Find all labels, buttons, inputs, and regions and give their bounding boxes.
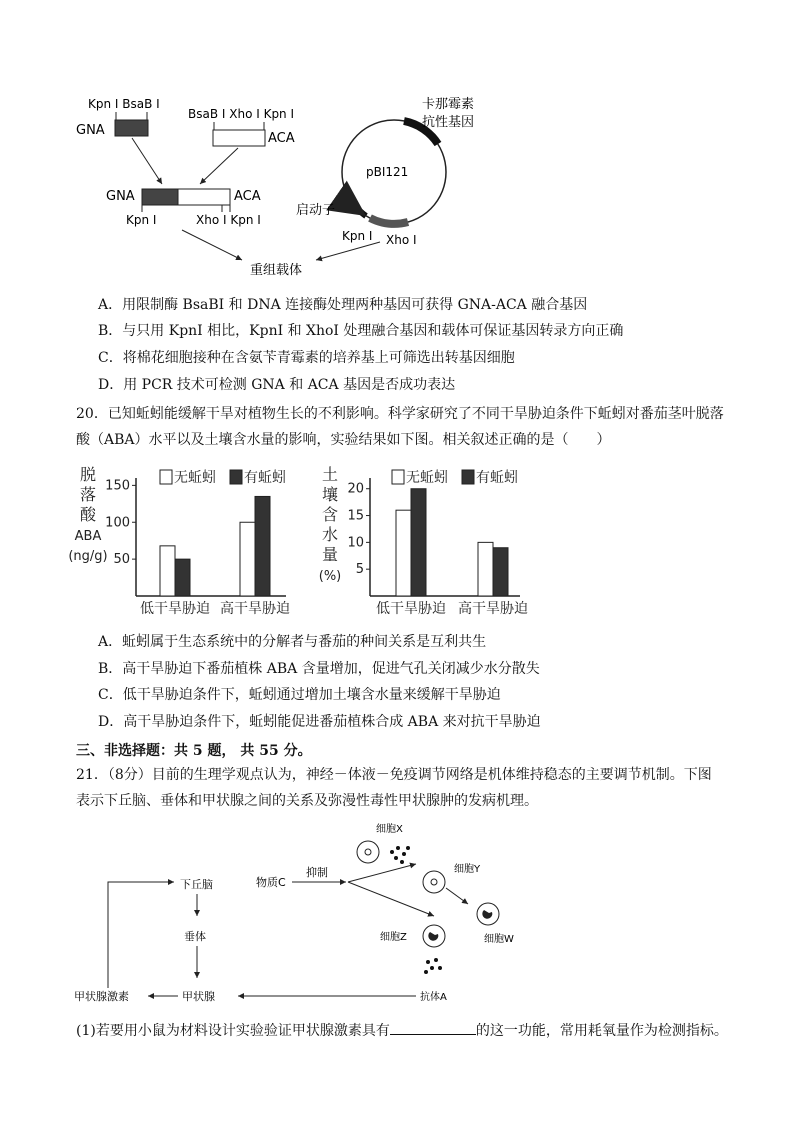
legend-swatch xyxy=(160,470,172,484)
pituitary-label: 垂体 xyxy=(184,930,206,943)
y-tick-label: 15 xyxy=(347,508,364,524)
bar-no-earthworm xyxy=(240,522,255,596)
q21-stem-line2: 表示下丘脑、垂体和甲状腺之间的关系及弥漫性毒性甲状腺肿的发病机理。 xyxy=(76,793,538,809)
aca-label: ACA xyxy=(268,131,295,146)
x-tick-label: 高干旱胁迫 xyxy=(220,601,290,617)
gna-label: GNA xyxy=(76,123,105,138)
fused-kpn-label: Kpn Ⅰ xyxy=(126,213,157,227)
q19-option-b: B．与只用 KpnI 相比，KpnI 和 XhoI 处理融合基因和载体可保证基因转录方向正确 xyxy=(98,323,624,339)
y-axis-label-part: 落 xyxy=(79,485,97,504)
x-tick-label: 低干旱胁迫 xyxy=(376,601,446,617)
y-axis-label-part: ABA xyxy=(74,529,102,544)
antibody-a-label: 抗体A xyxy=(420,992,447,1003)
bar-with-earthworm xyxy=(255,496,270,596)
q20-option-d: D．高干旱胁迫条件下，蚯蚓能促进番茄植株合成 ABA 来对抗干旱胁迫 xyxy=(98,714,541,730)
y-axis-label-part: 土 xyxy=(321,465,339,484)
y-tick-label: 50 xyxy=(113,552,130,568)
bar-no-earthworm xyxy=(160,546,175,596)
x-tick-label: 低干旱胁迫 xyxy=(140,601,210,617)
legend-swatch xyxy=(392,470,404,484)
fused-aca-segment xyxy=(178,189,230,205)
y-axis-label-part: 含 xyxy=(321,505,339,524)
q20-stem-line2: 酸（ABA）水平以及土壤含水量的影响，实验结果如下图。相关叙述正确的是（ ） xyxy=(76,432,611,448)
insert-site-segment xyxy=(370,218,408,224)
q20-option-b: B．高干旱胁迫下番茄植株 ABA 含量增加，促进气孔关闭减少水分散失 xyxy=(98,661,540,677)
cell-x-label: 细胞X xyxy=(376,824,403,835)
q20-option-c: C．低干旱胁迫条件下，蚯蚓通过增加土壤含水量来缓解干旱胁迫 xyxy=(98,687,501,703)
x-tick-label: 高干旱胁迫 xyxy=(458,601,528,617)
q19-option-c: C．将棉花细胞接种在含氨苄青霉素的培养基上可筛选出转基因细胞 xyxy=(98,350,515,366)
y-tick-label: 20 xyxy=(347,481,364,497)
legend-swatch xyxy=(230,470,242,484)
legend-label: 无蚯蚓 xyxy=(174,470,216,486)
recombinant-vector-label: 重组载体 xyxy=(250,263,303,278)
plasmid-kpn-label: Kpn Ⅰ xyxy=(342,229,373,243)
bar-no-earthworm xyxy=(396,510,411,596)
y-axis-label-part: 脱 xyxy=(79,465,97,484)
y-tick-label: 5 xyxy=(355,562,364,578)
thyroid-regulation-figure xyxy=(70,818,550,1008)
legend-swatch xyxy=(462,470,474,484)
y-axis-label-part: 量 xyxy=(321,545,339,564)
q20-stem xyxy=(76,401,724,453)
bar-with-earthworm xyxy=(493,548,508,596)
kan-label-line2: 抗性基因 xyxy=(422,115,475,130)
gna-sites-label: Kpn Ⅰ BsaB Ⅰ xyxy=(88,97,160,111)
y-tick-label: 150 xyxy=(105,478,130,494)
cell-x-secretion-dots xyxy=(390,846,410,864)
legend-label: 有蚯蚓 xyxy=(476,470,518,486)
y-axis-label-part: 壤 xyxy=(321,485,339,504)
q21-sub1 xyxy=(76,1020,728,1041)
y-tick-label: 10 xyxy=(347,535,364,551)
antibody-dots xyxy=(424,958,442,974)
q21-sub1-before: (1)若要用小鼠为材料设计实验验证甲状腺激素具有 xyxy=(76,1023,390,1039)
q20-stem-line1: 20．已知蚯蚓能缓解干旱对植物生长的不利影响。科学家研究了不同干旱胁迫条件下蚯蚓对番茄茎叶脱落 xyxy=(76,406,724,422)
q19-option-a: A．用限制酶 BsaBI 和 DNA 连接酶处理两种基因可获得 GNA-ACA 融合基因 xyxy=(98,297,588,313)
y-axis-label-part: (%) xyxy=(318,569,342,584)
fused-aca-label: ACA xyxy=(234,189,261,204)
cell-z-label: 细胞Z xyxy=(380,932,407,943)
substance-c-label: 物质C xyxy=(256,876,286,889)
fused-xho-kpn-label: Xho Ⅰ Kpn Ⅰ xyxy=(196,213,261,227)
fused-gna-label: GNA xyxy=(106,189,135,204)
hypothalamus-label: 下丘脑 xyxy=(180,878,213,891)
legend-label: 无蚯蚓 xyxy=(406,470,448,486)
aca-sites-label: BsaB Ⅰ Xho Ⅰ Kpn Ⅰ xyxy=(188,107,295,121)
y-tick-label: 100 xyxy=(105,515,130,531)
cell-w-label: 细胞W xyxy=(484,934,514,945)
section-heading: 三、非选择题：共 5 题， 共 55 分。 xyxy=(76,743,312,759)
fused-gna-segment xyxy=(142,189,178,205)
soil-water-bar-chart xyxy=(318,462,538,622)
plasmid-xho-label: Xho Ⅰ xyxy=(386,233,417,247)
aca-fragment xyxy=(213,130,265,146)
q20-option-a: A．蚯蚓属于生态系统中的分解者与番茄的种间关系是互利共生 xyxy=(98,634,487,650)
bar-with-earthworm xyxy=(175,559,190,596)
q19-option-d: D．用 PCR 技术可检测 GNA 和 ACA 基因是否成功表达 xyxy=(98,377,456,393)
y-axis-label-part: (ng/g) xyxy=(68,549,108,564)
answer-blank[interactable] xyxy=(390,1020,476,1035)
kan-label-line1: 卡那霉素 xyxy=(422,97,475,112)
thyroid-hormone-label: 甲状腺激素 xyxy=(74,990,129,1003)
plasmid-label: pBI121 xyxy=(366,165,409,179)
bar-no-earthworm xyxy=(478,542,493,596)
q21-sub1-after: 的这一功能，常用耗氧量作为检测指标。 xyxy=(475,1023,728,1039)
y-axis-label-part: 酸 xyxy=(79,505,97,524)
y-axis-label-part: 水 xyxy=(321,525,339,544)
gene-fusion-figure xyxy=(70,92,530,284)
promoter-label: 启动子 xyxy=(296,203,336,218)
inhibit-label: 抑制 xyxy=(306,866,328,879)
gna-fragment xyxy=(115,120,148,136)
aba-bar-chart xyxy=(68,462,314,622)
cell-y-label: 细胞Y xyxy=(454,864,481,875)
legend-label: 有蚯蚓 xyxy=(244,470,286,486)
thyroid-label: 甲状腺 xyxy=(182,990,215,1003)
promoter-arrow xyxy=(348,194,366,216)
q21-stem xyxy=(76,762,712,814)
q21-stem-line1: 21．（8分）目前的生理学观点认为，神经－体液－免疫调节网络是机体维持稳态的主要调节机制。下图 xyxy=(76,767,712,783)
bar-with-earthworm xyxy=(411,489,426,596)
